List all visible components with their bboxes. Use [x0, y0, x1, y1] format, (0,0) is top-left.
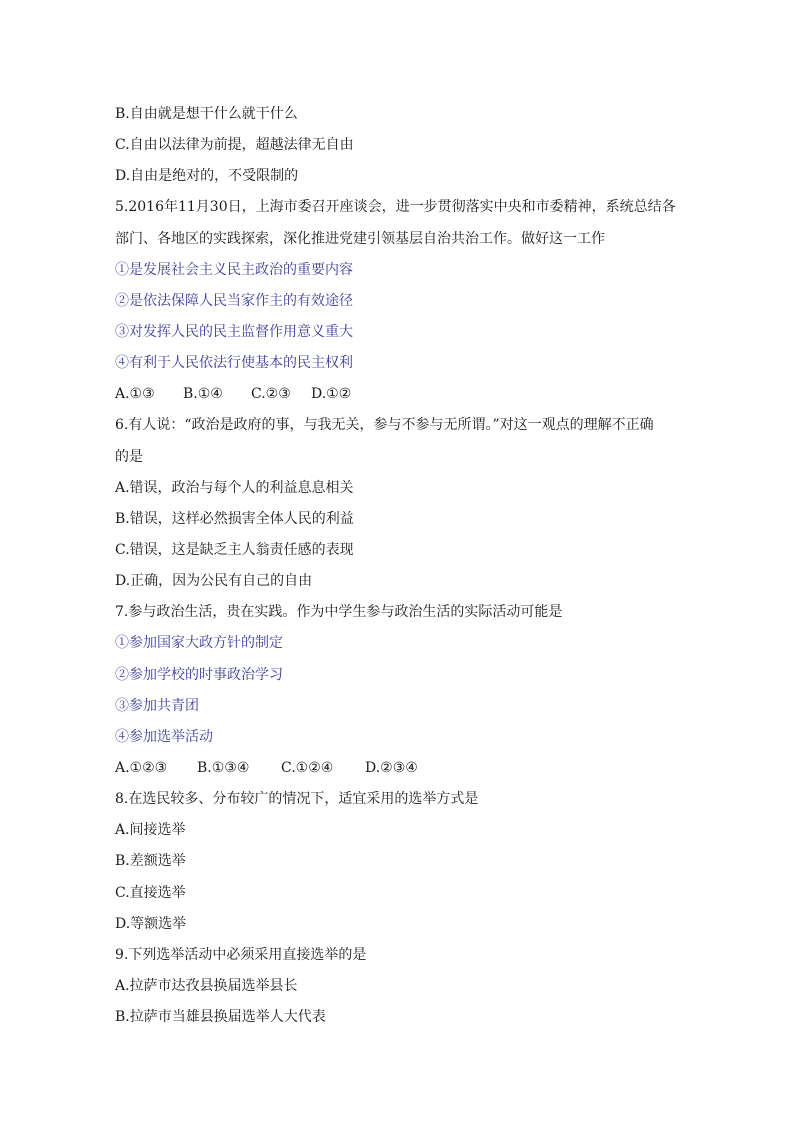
q7-stem: 7.参与政治生活，贵在实践。作为中学生参与政治生活的实际活动可能是: [115, 604, 563, 621]
q6-option-c: C.错误，这是缺乏主人翁责任感的表现: [115, 541, 354, 558]
q7-statement-4: ④参加选举活动: [115, 728, 213, 745]
q8-option-c: C.直接选举: [115, 884, 186, 901]
q5-statement-4: ④有利于人民依法行使基本的民主权利: [115, 355, 353, 372]
q7-statement-2: ②参加学校的时事政治学习: [115, 666, 283, 683]
q5-statement-3: ③对发挥人民的民主监督作用意义重大: [115, 323, 353, 340]
q7-statement-3: ③参加共青团: [115, 697, 199, 714]
q6-option-b: B.错误，这样必然损害全体人民的利益: [115, 510, 354, 527]
q4-option-b: B.自由就是想干什么就干什么: [115, 106, 298, 122]
q9-stem: 9.下列选举活动中必须采用直接选举的是: [115, 946, 367, 963]
q7-choice-c: C.①②④: [281, 759, 334, 776]
q8-stem: 8.在选民较多、分布较广的情况下，适宜采用的选举方式是: [115, 791, 479, 808]
q6-stem-line1: 6.有人说：“政治是政府的事，与我无关，参与不参与无所谓。”对这一观点的理解不正确: [115, 417, 654, 434]
q5-choice-c: C.②③: [251, 386, 291, 403]
q4-option-d: D.自由是绝对的，不受限制的: [115, 168, 299, 185]
q8-option-a: A.间接选举: [115, 822, 186, 839]
q7-choice-b: B.①③④: [197, 759, 250, 776]
q6-option-d: D.正确，因为公民有自己的自由: [115, 573, 313, 590]
q5-choice-a: A.①③: [115, 386, 155, 403]
q5-stem-line1: 5.2016年11月30日，上海市委召开座谈会，进一步贯彻落实中央和市委精神，系统总结各: [115, 199, 676, 216]
q8-option-d: D.等额选举: [115, 915, 187, 932]
q5-choices: [115, 382, 695, 413]
q7-choice-a: A.①②③: [115, 759, 168, 776]
q7-statement-1: ①参加国家大政方针的制定: [115, 635, 283, 652]
q6-option-a: A.错误，政治与每个人的利益息息相关: [115, 479, 354, 496]
q4-option-c: C.自由以法律为前提，超越法律无自由: [115, 137, 354, 154]
q5-choice-b: B.①④: [183, 386, 223, 403]
question-content: [115, 102, 695, 1036]
q7-choices: [115, 756, 695, 787]
q9-option-a: A.拉萨市达孜县换届选举县长: [115, 977, 298, 994]
q5-statement-2: ②是依法保障人民当家作主的有效途径: [115, 292, 353, 309]
q9-option-b: B.拉萨市当雄县换届选举人大代表: [115, 1009, 326, 1026]
q8-option-b: B.差额选举: [115, 853, 186, 870]
q5-stem-line2: 部门、各地区的实践探索，深化推进党建引领基层自治共治工作。做好这一工作: [115, 230, 605, 247]
q7-choice-d: D.②③④: [365, 759, 418, 776]
q5-choice-d: D.①②: [311, 386, 352, 403]
q5-statement-1: ①是发展社会主义民主政治的重要内容: [115, 261, 353, 278]
q6-stem-line2: 的是: [115, 448, 143, 465]
